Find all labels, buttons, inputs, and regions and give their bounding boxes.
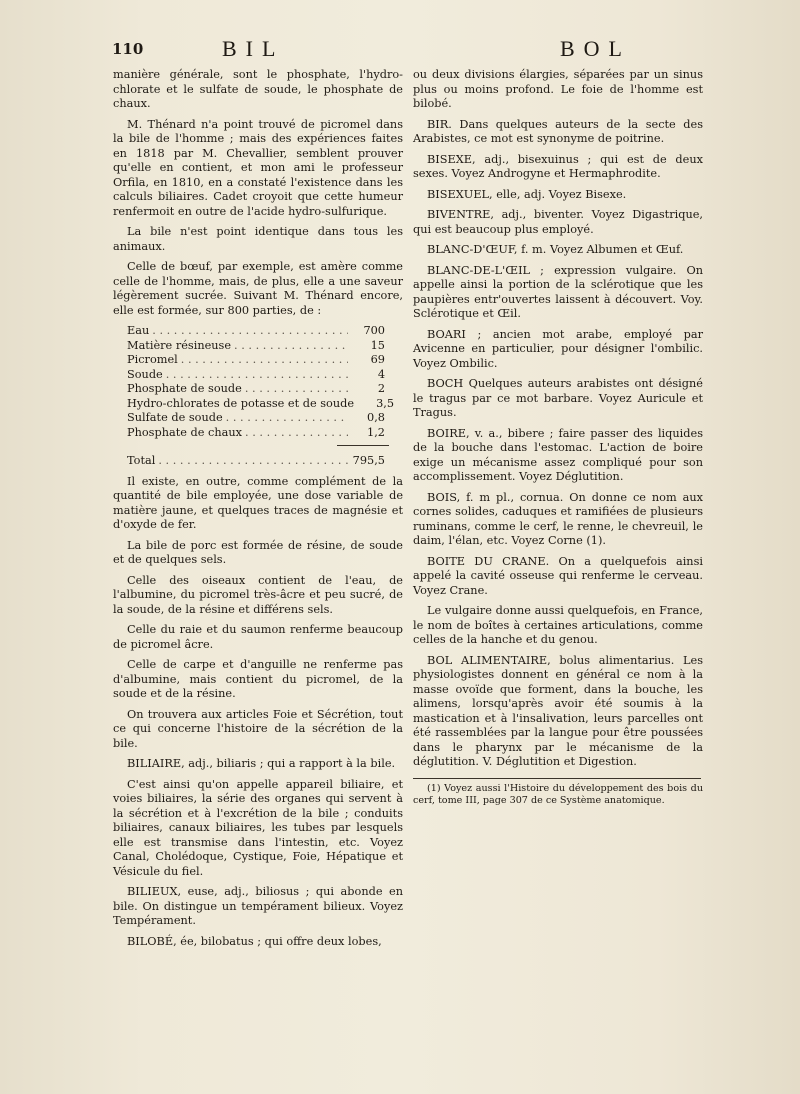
running-word-right: BOL [560,36,631,61]
running-header [0,36,800,66]
table-row: Picromel . . . 69 [127,353,403,368]
running-word-left: BIL [222,36,285,61]
dictionary-entry: BLANC-D'ŒUF, f. m. Voyez Albumen et Œuf. [427,243,684,256]
dictionary-entry: BIVENTRE, adj., biventer. Voyez Digastrique, qui est beaucoup plus employé. [413,208,703,236]
total-rule [337,445,389,446]
right-column [413,68,703,813]
table-total-row: Total . . . 795,5 [127,454,403,469]
dictionary-entry: BIR. Dans quelques auteurs de la secte des Arabistes, ce mot est synonyme de poitrine. [413,117,703,145]
table-row: Matière résineuse . . . 15 [127,339,403,354]
dictionary-entry: BISEXE, adj., bisexuinus ; qui est de deux sexes. Voyez Androgyne et Hermaphrodite. [413,152,703,180]
dictionary-entry: BOITE DU CRANE. On a quelquefois ainsi appelé la cavité osseuse qui renferme le cerveau. Voyez Crane. [413,554,703,597]
dictionary-entry: BLANC-DE-L'ŒIL ; expression vulgaire. On appelle ainsi la portion de la sclérotique que les paupières entr'ouvertes laissent à découvert. Voy. Sclérotique et Œil. [413,263,703,320]
table-row: Eau . . . 700 [127,324,403,339]
paragraph: La bile de porc est formée de résine, de soude et de quelques sels. [113,538,403,566]
dictionary-entry: BOCH Quelques auteurs arabistes ont désigné le tragus par ce mot barbare. Voyez Auricule et Tragus. [413,377,703,419]
footnote-rule [413,778,701,779]
dictionary-entry: BOL ALIMENTAIRE, bolus alimentarius. Les physiologistes donnent en général ce nom à la masse ovoïde que forment, dans la bouche, les alimens, lorsqu'après avoir été soumis à la mastication et à l'insalivation, leurs parcelles ont été rassemblées par la langue pour être poussées dans le pharynx par le mécanisme de la déglutition. V. Déglutition et Digestion. [413,653,703,768]
paragraph: Celle de carpe et d'anguille ne renferme pas d'albumine, mais contient du picromel, de la soude et de la résine. [113,658,403,700]
dictionary-entry: BOIRE, v. a., bibere ; faire passer des liquides de la bouche dans l'estomac. L'action de boire exige un mécanisme assez compliqué pour son accomplissement. Voyez Déglutition. [413,426,703,483]
dictionary-entry: BILIEUX, euse, adj., biliosus ; qui abonde en bile. On distingue un tempérament bilieux. Voyez Tempérament. [113,885,403,927]
paragraph: Celle des oiseaux contient de l'eau, de l'albumine, du picromel très-âcre et peu sucré, de la soude, de la résine et différens sels. [113,573,403,616]
dictionary-entry: BILIAIRE, adj., biliaris ; qui a rapport à la bile. [127,757,396,770]
table-row: Soude . . . 4 [127,368,403,383]
dictionary-entry: BOARI ; ancien mot arabe, employé par Avicenne en particulier, pour désigner l'ombilic. Voyez Ombilic. [413,327,703,370]
composition-table [113,324,403,469]
table-row: Phosphate de chaux . . . 1,2 [127,426,403,441]
paragraph: M. Thénard n'a point trouvé de picromel dans la bile de l'homme ; mais des expériences faites en 1818 par M. Chevallier, semblent prouver qu'elle en contient, et mon ami le professeur Orfila, en 1810, en a constaté l'existence dans les calculs biliaires. Cadet croyoit que cette humeur renfermoit en outre de l'acide hydro-sulfurique. [113,117,403,218]
left-column [113,68,403,955]
paragraph: On trouvera aux articles Foie et Sécrétion, tout ce qui concerne l'histoire de la sécrétion de la bile. [113,707,403,750]
dictionary-entry: BISEXUEL, elle, adj. Voyez Bisexe. [427,187,627,201]
table-row: Sulfate de soude . . . 0,8 [127,411,403,426]
paragraph: La bile n'est point identique dans tous les animaux. [113,225,403,253]
paragraph: ou deux divisions élargies, séparées par un sinus plus ou moins profond. Le foie de l'homme est bilobé. [413,68,703,110]
paragraph: manière générale, sont le phosphate, l'hydro-chlorate et le sulfate de soude, le phosphate de chaux. [113,68,403,110]
page-number: 110 [112,40,144,58]
paragraph: C'est ainsi qu'on appelle appareil biliaire, et voies biliaires, la série des organes qui servent à la sécrétion et à l'excrétion de la bile ; conduits biliaires, canaux biliaires, les tubes par lesquels elle est transmise dans l'intestin, etc. Voyez Canal, Cholédoque, Cystique, Foie, Hépatique et Vésicule du fiel. [113,777,403,878]
table-row: Phosphate de soude . . . 2 [127,382,403,397]
table-row: Hydro-chlorates de potasse et de soude 3,5 [127,396,395,410]
dictionary-entry: BOIS, f. m pl., cornua. On donne ce nom aux cornes solides, caduques et ramifiées de plusieurs ruminans, comme le cerf, le renne, le chevreuil, le daim, l'élan, etc. Voyez Corne (1). [413,490,703,547]
paragraph: Il existe, en outre, comme complément de la quantité de bile employée, une dose variable de matière jaune, et quelques traces de magnésie et d'oxyde de fer. [113,474,403,531]
paragraph: Celle du raie et du saumon renferme beaucoup de picromel âcre. [113,623,403,651]
paragraph: Celle de bœuf, par exemple, est amère comme celle de l'homme, mais, de plus, elle a une saveur légèrement sucrée. Suivant M. Thénard encore, elle est formée, sur 800 parties, de : [113,260,403,317]
paragraph: Le vulgaire donne aussi quelquefois, en France, le nom de boîtes à certaines articulations, comme celles de la hanche et du genou. [413,604,703,646]
dictionary-entry: BILOBÉ, ée, bilobatus ; qui offre deux lobes, [127,934,382,948]
footnote: (1) Voyez aussi l'Histoire du développement des bois du cerf, tome III, page 307 de ce Système anatomique. [413,782,703,806]
